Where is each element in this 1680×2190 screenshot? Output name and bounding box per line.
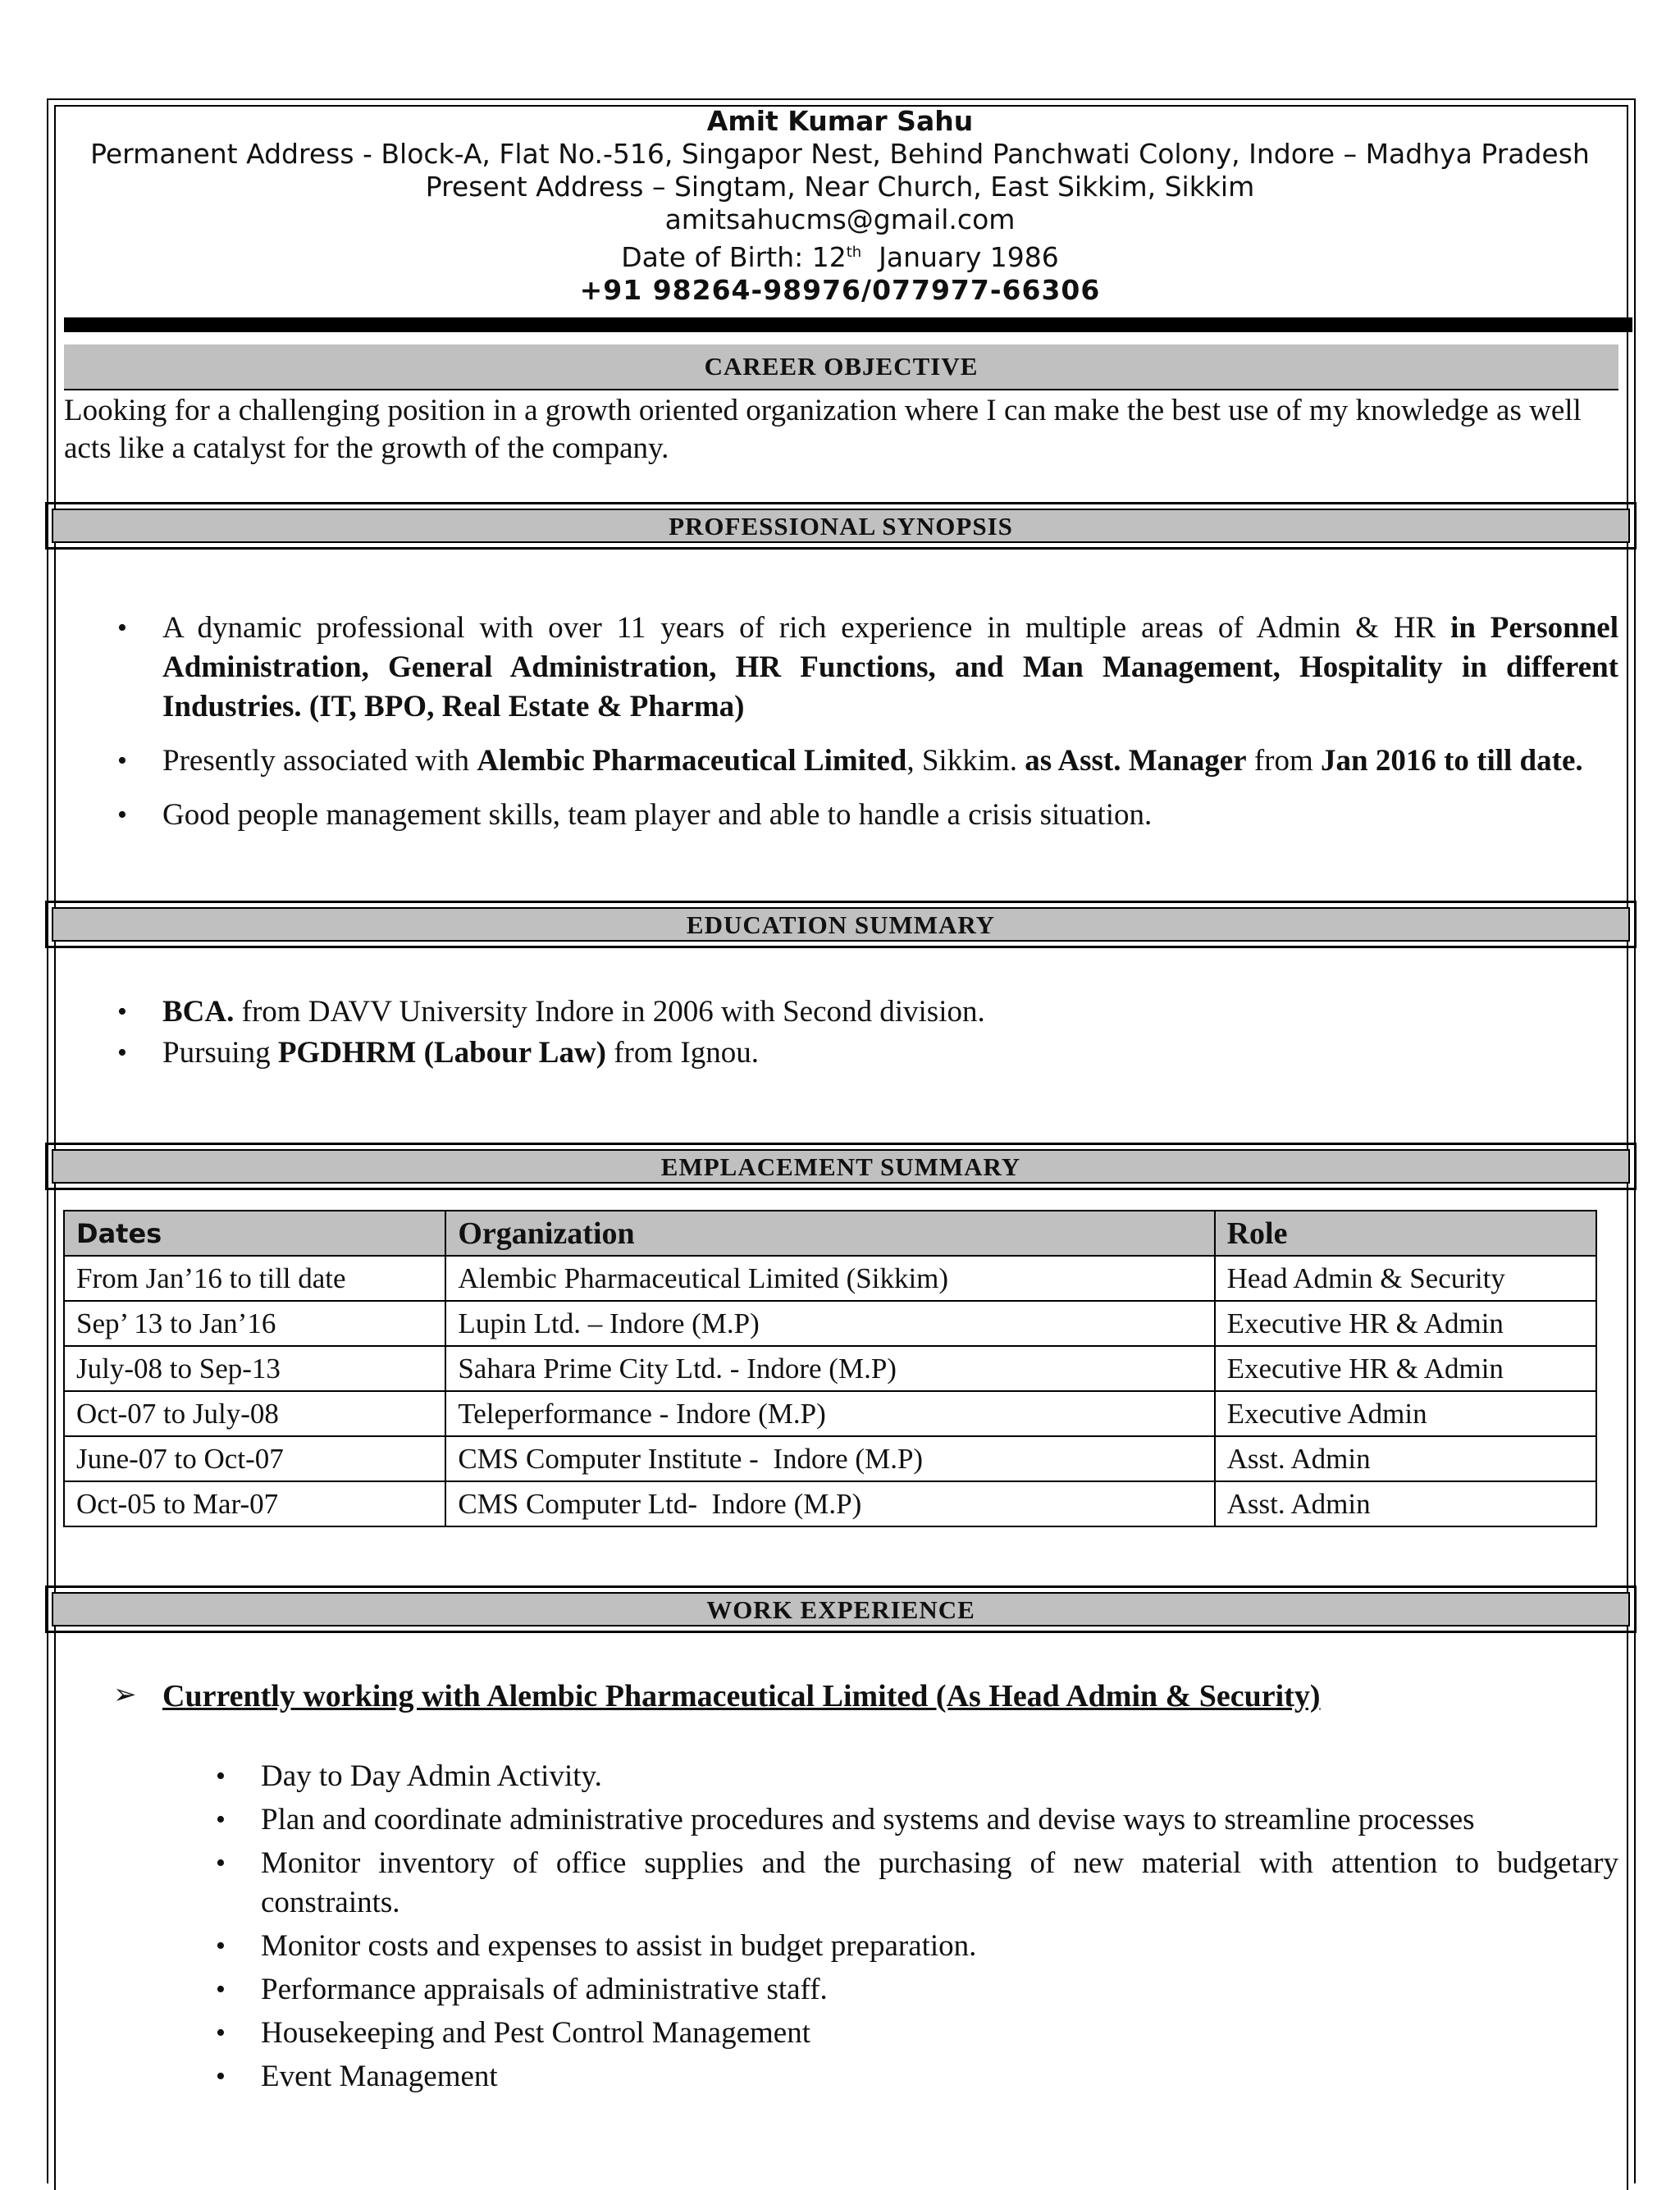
- table-row: [64, 1436, 1596, 1481]
- table-row: [64, 1391, 1596, 1436]
- employment-heading-box: [45, 1143, 1637, 1190]
- career-objective-text: Looking for a challenging position in a growth oriented organization where I can make the best use of my knowledge as well acts like a catalyst for the growth of the company.: [64, 394, 1582, 465]
- list-item: • Presently associated with Alembic Pharmaceutical Limited, Sikkim. as Asst. Manager from Jan 2016 to till date.: [162, 741, 1618, 781]
- synopsis-heading: PROFESSIONAL SYNOPSIS: [52, 509, 1630, 543]
- list-item: • Housekeeping and Pest Control Management: [261, 2014, 1618, 2053]
- resume-header: [57, 105, 1623, 307]
- header-divider: [64, 317, 1632, 332]
- column-header-role: Role: [1215, 1211, 1596, 1256]
- present-address: Present Address – Singtam, Near Church, East Sikkim, Sikkim: [425, 171, 1255, 203]
- work-heading: WORK EXPERIENCE: [52, 1592, 1630, 1627]
- table-row: [64, 1256, 1596, 1301]
- cell-role: Asst. Admin: [1215, 1436, 1596, 1481]
- list-item: • Performance appraisals of administrative staff.: [261, 1970, 1618, 2010]
- cell-organization: CMS Computer Institute - Indore (M.P): [445, 1436, 1214, 1481]
- cell-organization: Lupin Ltd. – Indore (M.P): [445, 1301, 1214, 1346]
- column-header-organization: Organization: [445, 1211, 1214, 1256]
- email: amitsahucms@gmail.com: [664, 203, 1016, 235]
- list-item: • BCA. from DAVV University Indore in 2006 with Second division.: [162, 992, 1618, 1032]
- list-item: • A dynamic professional with over 11 years of rich experience in multiple areas of Admin & HR in Personnel Administration, General Administration, HR Functions, and Man Management, Hospitality in different Industries. (IT, BPO, Real Estate & Pharma): [162, 609, 1618, 727]
- employment-table: [63, 1210, 1597, 1527]
- cell-role: Executive Admin: [1215, 1391, 1596, 1436]
- cell-organization: Teleperformance - Indore (M.P): [445, 1391, 1214, 1436]
- education-heading-box: [45, 901, 1637, 948]
- synopsis-heading-box: [45, 502, 1637, 550]
- phone-number: +91 98264-98976/077977-66306: [579, 274, 1101, 306]
- table-row: [64, 1481, 1596, 1526]
- cell-date: Oct-07 to July-08: [64, 1391, 445, 1436]
- list-item: • Monitor inventory of office supplies and the purchasing of new material with attention to budgetary constraints.: [261, 1844, 1618, 1923]
- permanent-address: Permanent Address - Block-A, Flat No.-516, Singapor Nest, Behind Panchwati Colony, Indore – Madhya Pradesh: [90, 138, 1590, 170]
- cell-organization: Alembic Pharmaceutical Limited (Sikkim): [445, 1256, 1214, 1301]
- column-header-dates: Dates: [64, 1211, 445, 1256]
- cell-date: From Jan’16 to till date: [64, 1256, 445, 1301]
- candidate-name: Amit Kumar Sahu: [706, 105, 974, 137]
- list-item: • Pursuing PGDHRM (Labour Law) from Ignou.: [162, 1033, 1618, 1073]
- cell-date: Oct-05 to Mar-07: [64, 1481, 445, 1526]
- list-item: • Event Management: [261, 2057, 1618, 2096]
- employment-heading: EMPLACEMENT SUMMARY: [52, 1149, 1630, 1184]
- table-header-row: [64, 1211, 1596, 1256]
- cell-role: Asst. Admin: [1215, 1481, 1596, 1526]
- synopsis-list: [162, 609, 1618, 835]
- list-item: • Plan and coordinate administrative procedures and systems and devise ways to streamline processes: [261, 1800, 1618, 1840]
- cell-organization: Sahara Prime City Ltd. - Indore (M.P): [445, 1346, 1214, 1391]
- cell-organization: CMS Computer Ltd- Indore (M.P): [445, 1481, 1214, 1526]
- education-list: [162, 992, 1618, 1073]
- list-item: • Day to Day Admin Activity.: [261, 1757, 1618, 1796]
- cell-date: Sep’ 13 to Jan’16: [64, 1301, 445, 1346]
- list-item: • Good people management skills, team player and able to handle a crisis situation.: [162, 796, 1618, 835]
- list-item: • Monitor costs and expenses to assist in budget preparation.: [261, 1927, 1618, 1966]
- table-row: [64, 1346, 1596, 1391]
- education-heading: EDUCATION SUMMARY: [52, 907, 1630, 942]
- date-of-birth: Date of Birth: 12th January 1986: [621, 241, 1059, 273]
- arrow-right-icon: ➢: [113, 1678, 137, 1711]
- work-heading-box: [45, 1585, 1637, 1633]
- cell-role: Executive HR & Admin: [1215, 1301, 1596, 1346]
- current-role-title: Currently working with Alembic Pharmaceutical Limited (As Head Admin & Security): [162, 1679, 1321, 1713]
- table-row: [64, 1301, 1596, 1346]
- cell-role: Head Admin & Security: [1215, 1256, 1596, 1301]
- cell-date: June-07 to Oct-07: [64, 1436, 445, 1481]
- work-duties-list: [261, 1757, 1618, 2096]
- cell-role: Executive HR & Admin: [1215, 1346, 1596, 1391]
- career-objective-heading: CAREER OBJECTIVE: [64, 344, 1618, 390]
- cell-date: July-08 to Sep-13: [64, 1346, 445, 1391]
